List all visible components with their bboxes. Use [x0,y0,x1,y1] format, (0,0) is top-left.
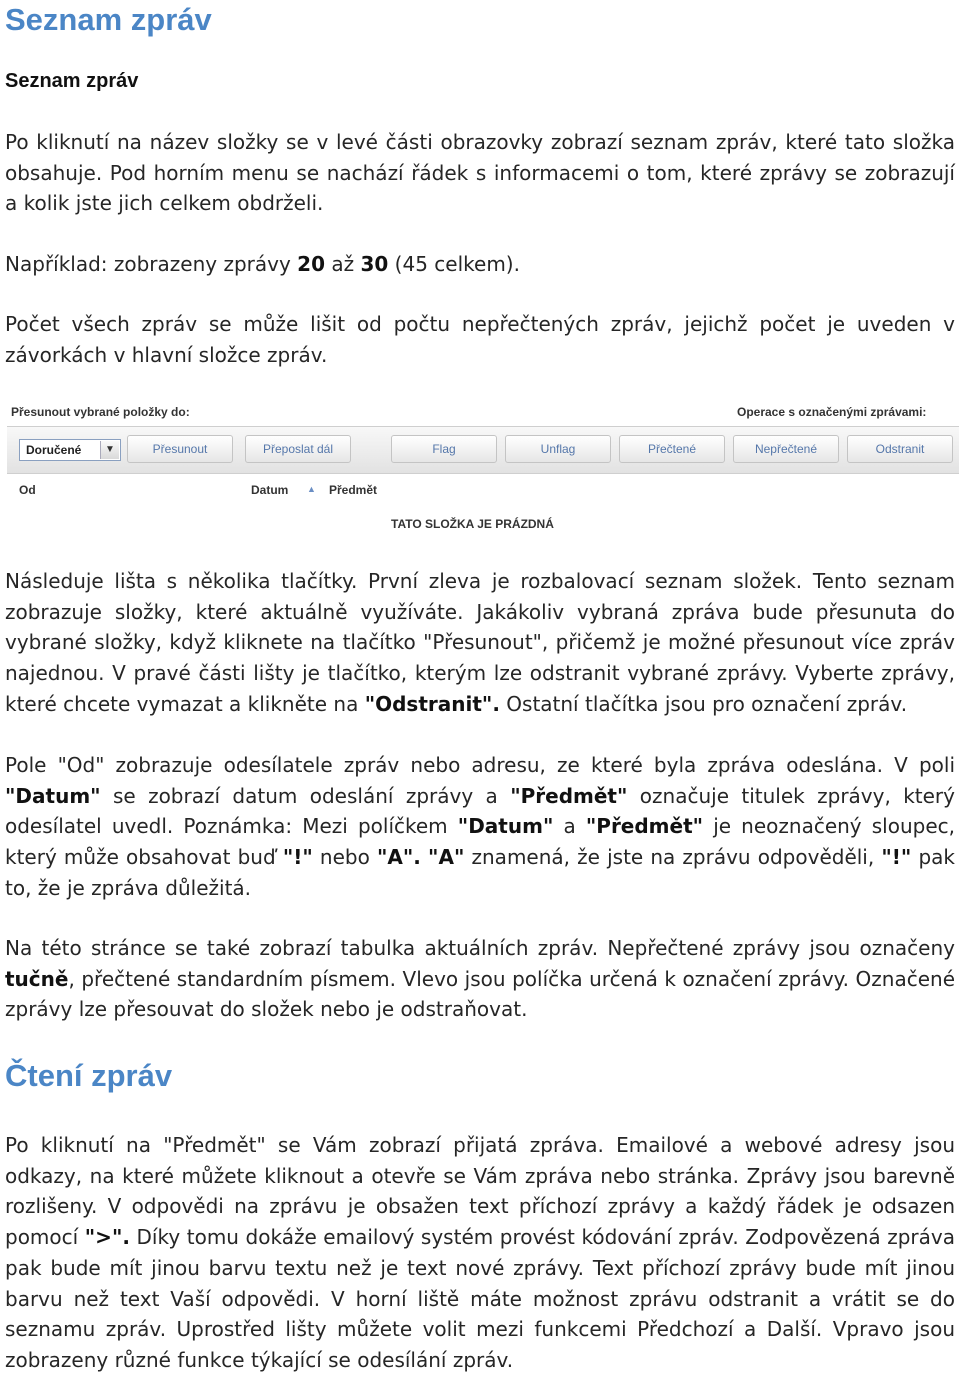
column-from[interactable]: Od [19,483,36,497]
sort-arrow-icon[interactable]: ▲ [307,484,316,494]
empty-folder-message: TATO SLOŽKA JE PRÁZDNÁ [391,517,554,531]
mark-read-button[interactable]: Přečtené [619,435,725,463]
folder-select[interactable]: Doručené ▼ [19,439,121,461]
forward-button[interactable]: Přeposlat dál [245,435,351,463]
delete-button[interactable]: Odstranit [847,435,953,463]
column-header-row [7,480,959,500]
example-from: 20 [297,252,326,276]
reading-section-title: Čtení zpráv [5,1058,173,1093]
page-title: Seznam zpráv [5,2,212,37]
reading-paragraph: Po kliknutí na "Předmět" se Vám zobrazí přijatá zpráva. Emailové a webové adresy jsou odkazy, na které můžete kliknout a otevře se Vám zpráva nebo stránka. Zprávy jsou barevně rozlišeny. V odpovědi na zprávu je obsažen text příchozí zprávy a každý řádek je odsazen pomocí ">". Díky tomu dokáže emailový systém provést kódování zpráv. Zodpovězená zpráva pak bude mít jinou barvu textu než je text nové zprávy. Text příchozí zprávy bude mít jinou barvu než text Vaší odpovědi. V horní liště máte možnost zprávu odstranit a vrátit se do seznamu zpráv. Uprostřed lišty můžete volit mezi funkcemi Předchozí a Další. Vpravo jsou zobrazeny různé funkce týkající se odesílání zpráv. [5,1133,955,1372]
fields-paragraph: Pole "Od" zobrazuje odesílatele zpráv nebo adresu, ze které byla zpráva odeslána. V poli "Datum" se zobrazí datum odeslání zprávy a "Předmět" označuje titulek zprávy, který odesílatel uvedl. Poznámka: Mezi políčkem "Datum" a "Předmět" je neoznačený sloupec, který může obsahovat buď "!" nebo "A". "A" znamená, že jste na zprávu odpověděli, "!" pak to, že je zpráva důležitá. [5,753,955,900]
unflag-button[interactable]: Unflag [505,435,611,463]
example-paragraph: Například: zobrazeny zprávy 20 až 30 (45 celkem). [5,252,520,276]
chevron-down-icon: ▼ [100,441,119,459]
toolbar-paragraph: Následuje lišta s několika tlačítky. První zleva je rozbalovací seznam složek. Tento seznam zobrazuje složky, které aktuálně využíváte. Jakákoliv vybraná zpráva bude přesunuta do vybrané složky, když kliknete na tlačítko "Přesunout", přičemž je možné přesunout více zpráv najednou. V pravé části lišty je tlačítko, kterým lze odstranit vybrané zprávy. Vyberte zprávy, které chcete vymazat a klikněte na "Odstranit". Ostatní tlačítka jsou pro označení zpráv. [5,569,955,716]
mark-unread-button[interactable]: Nepřečtené [733,435,839,463]
count-note-paragraph: Počet všech zpráv se může lišit od počtu nepřečtených zpráv, jejichž počet je uveden v závorkách v hlavní složce zpráv. [5,312,955,367]
column-date[interactable]: Datum [251,483,289,497]
example-to: 30 [360,252,389,276]
move-label: Přesunout vybrané položky do: [11,405,190,419]
mail-list-screenshot [7,400,960,540]
move-button[interactable]: Přesunout [127,435,233,463]
section-subtitle: Seznam zpráv [5,70,139,92]
flag-button[interactable]: Flag [391,435,497,463]
column-subject[interactable]: Předmět [329,483,378,497]
mail-toolbar [7,426,959,474]
table-paragraph: Na této stránce se také zobrazí tabulka aktuálních zpráv. Nepřečtené zprávy jsou označeny tučně, přečtené standardním písmem. Vlevo jsou políčka určená k označení zprávy. Označené zprávy lze přesouvat do složek nebo je odstraňovat. [5,936,955,1022]
intro-paragraph: Po kliknutí na název složky se v levé části obrazovky zobrazí seznam zpráv, které tato složka obsahuje. Pod horním menu se nachází řádek s informacemi o tom, které zprávy se zobrazují a kolik jste jich celkem obdrželi. [5,130,955,216]
operations-label: Operace s označenými zprávami: [737,405,927,419]
